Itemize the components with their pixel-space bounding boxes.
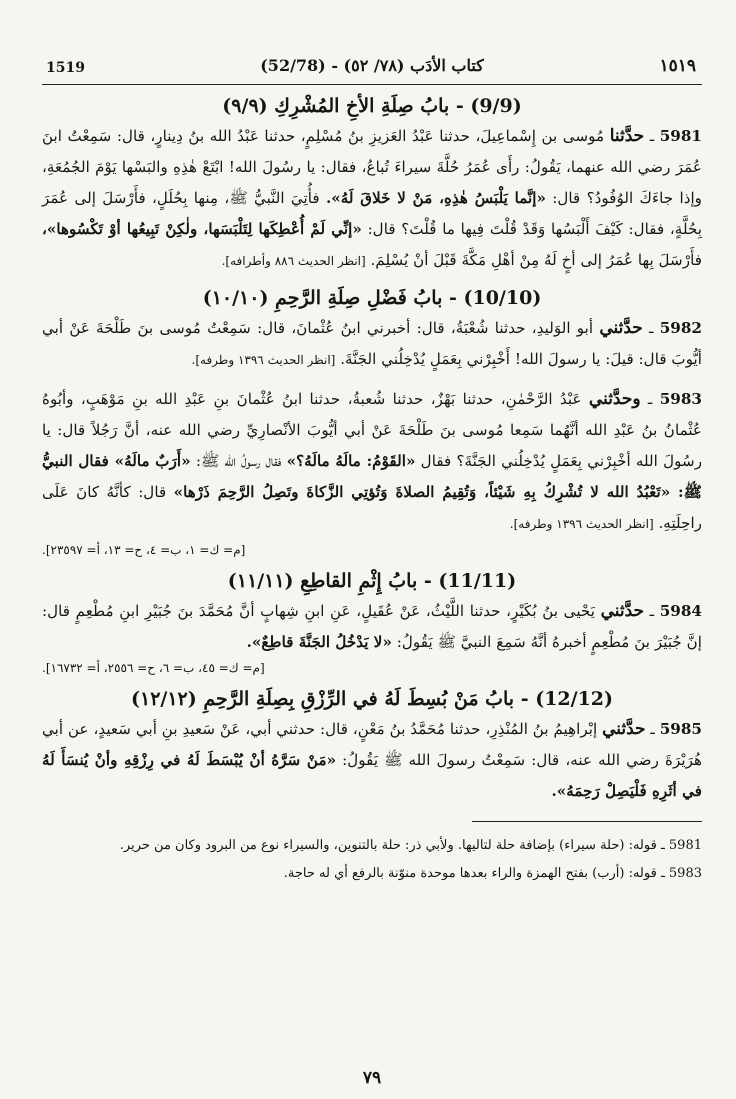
narration-lead: حدَّثني: [602, 719, 646, 739]
cross-reference: [م= ك= ١، ب= ٤، ح= ١٣، أ= ٢٣٥٩٧].: [42, 543, 246, 557]
hadith-text: فأَرْسَلَ بِها عُمَرُ إلى أخٍ لَهُ مِنْ أهْلِ مَكَّةَ قَبْلَ أنْ يُسْلِمَ.: [370, 251, 702, 269]
chapter-heading: (12/12) - بابُ مَنْ بُسِطَ لَهُ في الرِّزْقِ بِصِلَةِ الرَّحِمِ (١٢/١٢): [130, 688, 614, 710]
cross-reference: [م= ك= ٤٥، ب= ٦، ح= ٢٥٥٦، أ= ١٦٧٣٢].: [42, 661, 265, 675]
hadith-text: فأُتِيَ النَّبيُّ ﷺ، مِنها بِحُلَلٍ، فأَرْسَلَ إلى عُمَرَ بِحُلَّةٍ، فقال: كَيْفَ أَلْبَسُها وَقَدْ قُلْتَ فِيها ما قُلْتَ؟ قال:: [42, 189, 703, 238]
hadith-number: 5982: [659, 319, 703, 337]
narration-lead: حدَّثنا: [609, 126, 645, 146]
page-number-latin: 1519: [46, 60, 85, 76]
narration-lead: حدَّثني: [599, 318, 643, 338]
footnote: 5981 ـ قوله: (حلة سيراء) بإضافة حلة لتاليها. ولأبي ذر: حلة بالتنوين، والسيراء نوع من البرود وكان من حرير.: [119, 838, 702, 853]
prophetic-quote: «القَوْمُ: مالَهُ مالَهُ؟»: [286, 452, 416, 470]
prophetic-quote: «أَرَبٌ مالَهُ» فقال النبيُّ ﷺ: «تَعْبُدُ الله لا تُشْرِكُ بِهِ شَيْئاً، وَتُقِيمُ الصلاةَ وَتُؤتِي الزَّكاةَ وتَصِلُ الرَّحِمَ ذَرْها»: [42, 452, 703, 501]
hadith-5982: 5982 ـ حدَّثني أبو الوَليدِ، حدثنا شُعْبَةُ، قال: أخبرني ابنُ عُثْمانَ، قال: سَمِعْتُ مُوسى بنَ طَلْحَةَ عَنْ أبي أيُّوبَ قال: قيلَ: يا رسولَ الله! أَخْبِرْني بِعَمَلٍ يُدْخِلُني الجَنَّةَ. [انظر الحديث ١٣٩٦ وطرفه].: [42, 318, 703, 368]
prophetic-quote: «مَنْ سَرَّهُ أنْ يُبْسَطَ لَهُ في رِزْقِهِ وأنْ يُنسَأَ لَهُ في أثَرِهِ فَلْيَصِلْ رَحِمَهُ».: [42, 751, 702, 800]
prophetic-quote: «لا يَدْخُلُ الجَنَّةَ قاطِعٌ».: [246, 633, 392, 651]
footnote: 5983 ـ قوله: (أرب) بفتح الهمزة والراء بعدها موحدة منوّنة بالرفع أي له حاجة.: [283, 866, 702, 881]
hadith-text: قال: كأنَّهُ كانَ عَلَى راحِلَتِهِ.: [42, 483, 702, 532]
main-text: [42, 95, 702, 888]
hadith-reference: [انظر الحديث ٨٨٦ وأطرافه].: [221, 254, 366, 268]
chapter-heading: (10/10) - بابُ فَضْلِ صِلَةِ الرَّحِمِ (١٠/١٠): [202, 287, 542, 309]
footnote-separator: [472, 821, 702, 822]
narration-lead: حدَّثني: [600, 601, 645, 621]
page-number-arabic: ١٥١٩: [659, 56, 696, 76]
hadith-text: إبْراهِيمُ بنُ المُنْذِرِ، حدثنا مُحَمَّدُ بنُ مَعْنٍ، قال: حدثني أبي، عَنْ سَعيدِ بنِ أبي سَعيدٍ، عن أبي هُرَيْرَةَ رضي الله عنه، قال: سَمِعْتُ رسولَ الله ﷺ يَقُولُ:: [42, 720, 703, 769]
hadith-number: 5983: [659, 390, 702, 408]
folio-number: ٧٩: [362, 1068, 382, 1088]
hadith-number: 5984: [659, 602, 703, 620]
narration-lead: وحدَّثني: [588, 389, 641, 409]
hadith-5984: 5984 ـ حدَّثني يَحْيى بنُ بُكَيْرٍ، حدثنا اللَّيْثُ، عَنْ عُقَيلٍ، عَنِ ابنِ شِهابٍ أنَّ مُحَمَّدَ بنَ جُبَيْرِ ابنِ مُطْعِمٍ قال: إنَّ جُبَيْرَ بنَ مُطْعِمٍ أخبرهُ أنَّهُ سَمِعَ النبيَّ ﷺ يَقُولُ: «لا يَدْخُلُ الجَنَّةَ قاطِعٌ».: [42, 601, 703, 651]
hadith-5983: 5983 ـ وحدَّثني عَبْدُ الرَّحْمٰنِ، حدثنا بَهْزٌ، حدثنا شُعبةُ، حدثنا ابنُ عُثْمانَ بنِ عَبْدِ الله بنِ مَوْهَبٍ، وأبُوهُ عُثْمانُ بنُ عَبْدِ الله أنَّهُما سَمِعا مُوسى بنَ طَلْحَةَ عَنْ أبي أيُّوبَ الأنْصارِيِّ رضي الله عنه، أنَّ رَجُلاً قال: يا رسُولَ الله أخْبِرْني بِعَمَلٍ يُدْخِلُني الجَنَّةَ؟ فقال «القَوْمُ: مالَهُ مالَهُ؟» فقال رسولُ الله ﷺ: «أَرَبٌ مالَهُ» فقال النبيُّ ﷺ: «تَعْبُدُ الله لا تُشْرِكُ بِهِ شَيْئاً، وَتُقِيمُ الصلاةَ وَتُؤتِي الزَّكاةَ وتَصِلُ الرَّحِمَ ذَرْها» قال: كأنَّهُ كانَ عَلَى راحِلَتِهِ. [انظر الحديث ١٣٩٦ وطرفه].: [42, 389, 703, 532]
hadith-number: 5981: [659, 127, 702, 145]
chapter-heading: (11/11) - بابُ إِثْمِ القاطِعِ (١١/١١): [227, 570, 517, 592]
hadith-reference: [انظر الحديث ١٣٩٦ وطرفه].: [509, 517, 654, 531]
hadith-reference: [انظر الحديث ١٣٩٦ وطرفه].: [191, 353, 336, 367]
hadith-5981: 5981 ـ حدَّثنا مُوسى بن إِسْماعِيلَ، حدثنا عَبْدُ العَزيزِ بنُ مُسْلِمٍ، حدثنا عَبْدُ الله بنُ دِينارٍ، قال: سَمِعْتُ ابنَ عُمَرَ رضي الله عنهما، يَقُولُ: رأَى عُمَرُ حُلَّةَ سيراءَ تُباعُ، فقال: يا رسُولَ الله! ابْتَعْ هٰذِهِ والبَسْها يَوْمَ الجُمُعَةِ، وإذا جاءَكَ الوُفُودُ؟ قال: «إنَّما يَلْبَسُ هٰذِهِ، مَنْ لا خَلاقَ لَهُ». فأُتِيَ النَّبيُّ ﷺ، مِنها بِحُلَلٍ، فأَرْسَلَ إلى عُمَرَ بِحُلَّةٍ، فقال: كَيْفَ أَلْبَسُها وَقَدْ قُلْتَ فِيها ما قُلْتَ؟ قال: «إنِّي لَمْ أُعْطِكَها لِتَلْبَسَها، ولٰكِنْ تَبِيعُها أوْ تَكْسُوها»، فأَرْسَلَ بِها عُمَرُ إلى أخٍ لَهُ مِنْ أهْلِ مَكَّةَ قَبْلَ أنْ يُسْلِمَ. [انظر الحديث ٨٨٦ وأطرافه].: [42, 126, 703, 269]
hadith-5985: 5985 ـ حدَّثني إبْراهِيمُ بنُ المُنْذِرِ، حدثنا مُحَمَّدُ بنُ مَعْنٍ، قال: حدثني أبي، عَنْ سَعيدِ بنِ أبي سَعيدٍ، عن أبي هُرَيْرَةَ رضي الله عنه، قال: سَمِعْتُ رسولَ الله ﷺ يَقُولُ: «مَنْ سَرَّهُ أنْ يُبْسَطَ لَهُ في رِزْقِهِ وأنْ يُنسَأَ لَهُ في أثَرِهِ فَلْيَصِلْ رَحِمَهُ».: [42, 719, 703, 800]
hadith-text: مُوسى بن إِسْماعِيلَ، حدثنا عَبْدُ العَزيزِ بنُ مُسْلِمٍ، حدثنا عَبْدُ الله بنُ دِينارٍ، قال: سَمِعْتُ ابنَ عُمَرَ رضي الله عنهما، يَقُولُ: رأَى عُمَرُ حُلَّةَ سيراءَ تُباعُ، فقال: يا رسُولَ الله! ابْتَعْ هٰذِهِ والبَسْها يَوْمَ الجُمُعَةِ، وإذا جاءَكَ الوُفُودُ؟ قال:: [42, 127, 703, 207]
hadith-number: 5985: [659, 720, 703, 738]
hadith-text: يَحْيى بنُ بُكَيْرٍ، حدثنا اللَّيْثُ، عَنْ عُقَيلٍ، عَنِ ابنِ شِهابٍ أنَّ مُحَمَّدَ بنَ جُبَيْرِ ابنِ مُطْعِمٍ قال: إنَّ جُبَيْرَ بنَ مُطْعِمٍ أخبرهُ أنَّهُ سَمِعَ النبيَّ ﷺ يَقُولُ:: [42, 602, 702, 651]
prophetic-quote: «إنَّما يَلْبَسُ هٰذِهِ، مَنْ لا خَلاقَ لَهُ».: [325, 189, 546, 207]
running-title: (52/78) - كتاب الأدَب (٧٨/ ٥٢): [260, 56, 484, 75]
hadith-text: عَبْدُ الرَّحْمٰنِ، حدثنا بَهْزٌ، حدثنا شُعبةُ، حدثنا ابنُ عُثْمانَ بنِ عَبْدِ الله بنِ مَوْهَبٍ، وأبُوهُ عُثْمانُ بنُ عَبْدِ الله أنَّهُما سَمِعا مُوسى بنَ طَلْحَةَ عَنْ أبي أيُّوبَ الأنْصارِيِّ رضي الله عنه، أنَّ رَجُلاً قال: يا رسُولَ الله أخْبِرْني بِعَمَلٍ يُدْخِلُني الجَنَّةَ؟ فقال: [42, 390, 703, 470]
chapter-heading: (9/9) - بابُ صِلَةِ الأخِ المُشْرِكِ (٩/٩): [222, 95, 522, 117]
hadith-text: فقال رسولُ الله ﷺ:: [195, 452, 282, 470]
prophetic-quote: «إنِّي لَمْ أُعْطِكَها لِتَلْبَسَها، ولٰكِنْ تَبِيعُها أوْ تَكْسُوها»،: [42, 220, 362, 238]
running-header: [42, 50, 702, 85]
hadith-text: أبو الوَليدِ، حدثنا شُعْبَةُ، قال: أخبرني ابنُ عُثْمانَ، قال: سَمِعْتُ مُوسى بنَ طَلْحَةَ عَنْ أبي أيُّوبَ قال: قيلَ: يا رسولَ الله! أَخْبِرْني بِعَمَلٍ يُدْخِلُني الجَنَّةَ.: [42, 319, 702, 368]
book-page: [42, 50, 702, 1090]
